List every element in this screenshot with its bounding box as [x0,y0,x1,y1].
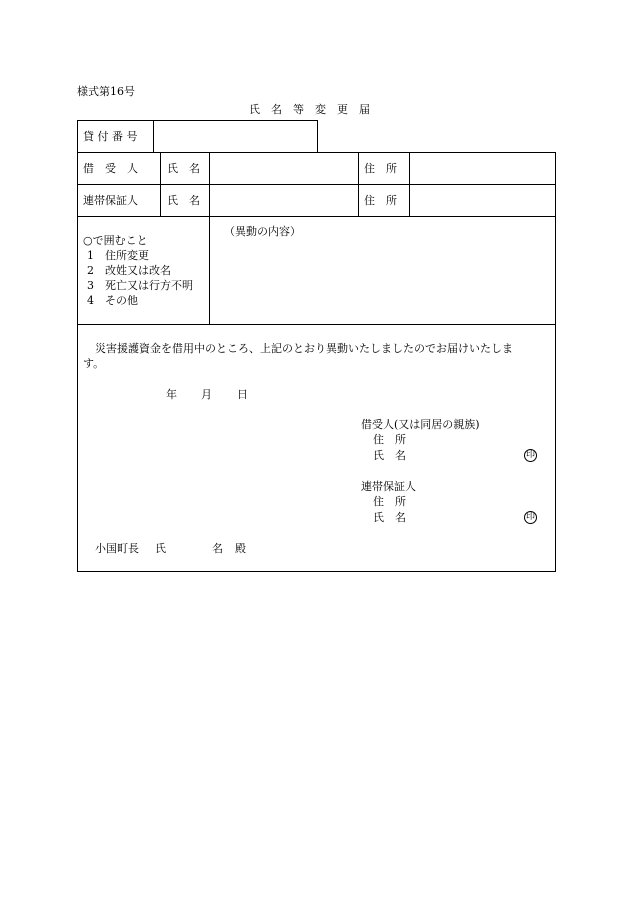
guarantor-address-label: 住 所 [364,194,397,207]
sign-borrower-name-label: 氏 名 [373,449,406,462]
option-item[interactable]: 2 改姓又は改名 [87,264,171,277]
divider [153,120,154,152]
addressee-honorific: 殿 [235,542,246,555]
loan-number-label: 貸 付 番 号 [83,130,138,143]
divider [209,152,210,324]
date-year: 年 [166,388,177,401]
main-table [77,152,556,572]
divider [77,216,555,217]
option-item[interactable]: 1 住所変更 [87,249,149,262]
divider [77,324,555,325]
change-details-label: （異動の内容） [224,225,301,238]
date-day: 日 [237,388,248,401]
date-month: 月 [201,388,212,401]
divider [160,152,161,216]
form-title: 氏 名 等 変 更 届 [249,103,370,116]
divider [409,152,410,216]
seal-icon: 印 [525,450,535,460]
option-item[interactable]: 4 その他 [87,294,138,307]
addressee-office: 小国町長 [95,542,139,555]
sign-guarantor-address-label: 住 所 [373,495,406,508]
borrower-role-label: 借 受 人 [83,162,138,175]
addressee-surname: 氏 [155,542,166,555]
options-instruction: ○で囲むこと [83,234,148,247]
form-number: 様式第16号 [77,85,135,98]
sign-borrower-address-label: 住 所 [373,433,406,446]
sign-borrower-heading: 借受人(又は同居の親族) [361,418,480,431]
guarantor-role-label: 連帯保証人 [83,194,138,207]
addressee-given-name: 名 [212,542,223,555]
divider [77,184,555,185]
sign-guarantor-name-label: 氏 名 [373,511,406,524]
borrower-address-label: 住 所 [364,162,397,175]
seal-icon: 印 [525,512,535,522]
divider [358,152,359,216]
statement-line-2: す。 [83,357,105,370]
sign-guarantor-heading: 連帯保証人 [361,480,416,493]
statement-line-1: 災害援護資金を借用中のところ、上記のとおり異動いたしましたのでお届けいたしま [95,342,513,355]
guarantor-name-label: 氏 名 [167,194,200,207]
borrower-name-label: 氏 名 [167,162,200,175]
option-item[interactable]: 3 死亡又は行方不明 [87,279,193,292]
